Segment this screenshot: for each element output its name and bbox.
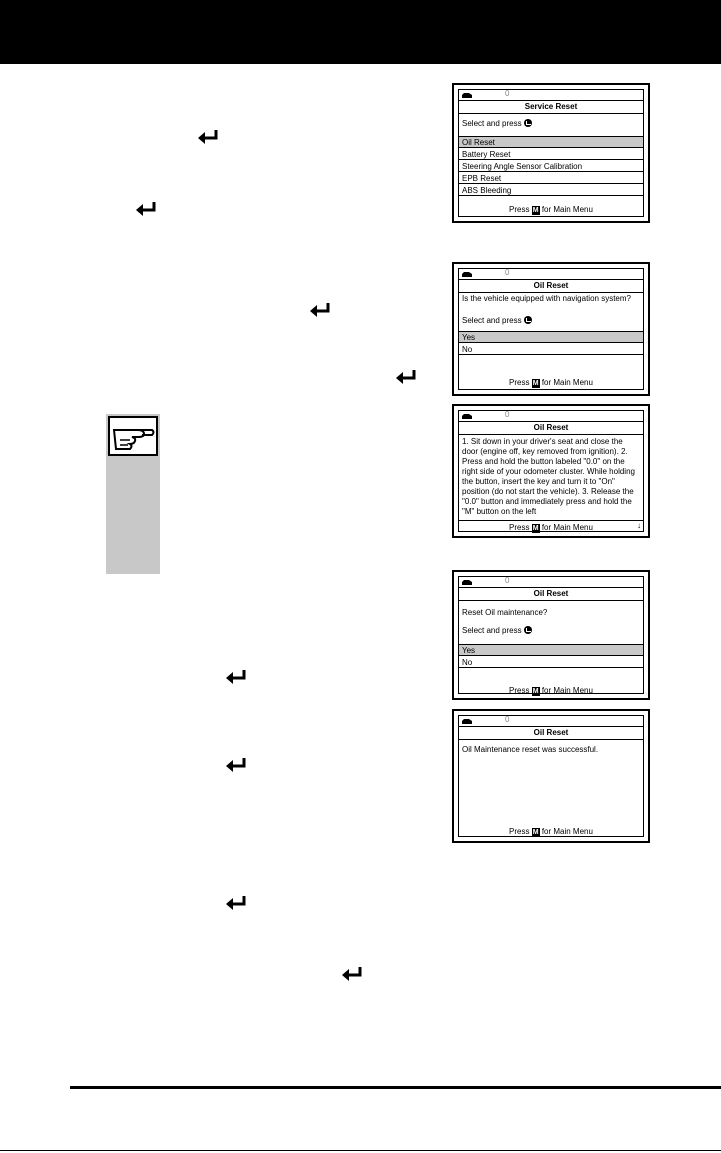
pointing-hand-note-icon <box>108 416 158 456</box>
enter-key-icon <box>197 129 219 145</box>
question: Reset Oil maintenance? <box>462 608 548 617</box>
screen-title: Oil Reset <box>533 423 569 432</box>
menu-item-epb-reset[interactable]: EPB Reset <box>459 173 643 184</box>
header-bar <box>0 0 721 64</box>
status-bar <box>459 716 643 727</box>
instructions-text: 1. Sit down in your driver's seat and close the door (engine off, key removed from ignition). 2. Press and hold the button labeled "0.0" on the right side of your odometer cluster. While holding the button, insert the key and turn it to "On" position (do not start the vehicle). 3. Release the "0.0" button and immediately press and hold the "M" button on the left <box>462 437 635 516</box>
status-value: 0 <box>505 268 510 277</box>
divider <box>459 292 643 293</box>
menu-item-abs-bleeding[interactable]: ABS Bleeding <box>459 185 643 196</box>
oil-reset-navigation-screen <box>452 262 650 396</box>
screen-footer: Press M for Main Menu <box>509 378 593 387</box>
m-key-icon: M <box>532 380 539 387</box>
prompt: Select and press <box>462 626 640 636</box>
menu-item-battery-reset[interactable]: Battery Reset <box>459 149 643 160</box>
scroll-down-icon[interactable]: ↓ <box>637 521 641 530</box>
status-bar <box>459 90 643 101</box>
status-bar <box>459 411 643 422</box>
note-sidebar <box>106 414 160 574</box>
enter-key-icon <box>225 669 247 685</box>
oil-reset-success-screen <box>452 709 650 843</box>
status-value: 0 <box>505 715 510 724</box>
option-no[interactable]: No <box>459 657 643 668</box>
m-key-icon: M <box>532 829 539 836</box>
prompt: Select and press <box>462 119 640 129</box>
service-reset-screen <box>452 83 650 223</box>
menu-item-steering-angle[interactable]: Steering Angle Sensor Calibration <box>459 161 643 172</box>
footer-rule <box>70 1086 721 1089</box>
car-icon <box>462 718 472 724</box>
reset-oil-maintenance-screen <box>452 570 650 700</box>
m-key-icon: M <box>532 525 539 532</box>
car-icon <box>462 413 472 419</box>
m-key-icon: M <box>532 688 539 695</box>
select-button-icon <box>524 316 532 324</box>
status-value: 0 <box>505 576 510 585</box>
enter-key-icon <box>135 201 157 217</box>
success-message: Oil Maintenance reset was successful. <box>462 745 599 754</box>
enter-key-icon <box>341 966 363 982</box>
prompt: Select and press <box>462 316 640 326</box>
m-key-icon: M <box>532 207 539 214</box>
menu-item-oil-reset[interactable]: Oil Reset <box>459 137 643 148</box>
screen-footer: Press M for Main Menu <box>509 827 593 836</box>
enter-key-icon <box>309 302 331 318</box>
divider <box>459 113 643 114</box>
status-value: 0 <box>505 410 510 419</box>
car-icon <box>462 579 472 585</box>
screen-title: Oil Reset <box>533 589 569 598</box>
enter-key-icon <box>225 757 247 773</box>
screen-title: Service Reset <box>524 102 578 111</box>
select-button-icon <box>524 626 532 634</box>
select-button-icon <box>524 119 532 127</box>
divider <box>459 434 643 435</box>
screen-title: Oil Reset <box>533 281 569 290</box>
divider <box>459 520 643 521</box>
car-icon <box>462 271 472 277</box>
screen-footer: Press M for Main Menu <box>509 686 593 695</box>
screen-footer: Press M for Main Menu <box>509 523 593 532</box>
enter-key-icon <box>225 895 247 911</box>
screen-footer: Press M for Main Menu <box>509 205 593 214</box>
car-icon <box>462 92 472 98</box>
enter-key-icon <box>395 369 417 385</box>
status-bar <box>459 577 643 588</box>
divider <box>459 600 643 601</box>
screen-title: Oil Reset <box>533 728 569 737</box>
oil-reset-instructions-screen <box>452 404 650 538</box>
option-yes[interactable]: Yes <box>459 332 643 343</box>
divider <box>459 739 643 740</box>
option-no[interactable]: No <box>459 344 643 355</box>
status-bar <box>459 269 643 280</box>
option-yes[interactable]: Yes <box>459 645 643 656</box>
question: Is the vehicle equipped with navigation system? <box>462 294 631 303</box>
status-value: 0 <box>505 89 510 98</box>
page-bottom-line <box>0 1150 721 1151</box>
